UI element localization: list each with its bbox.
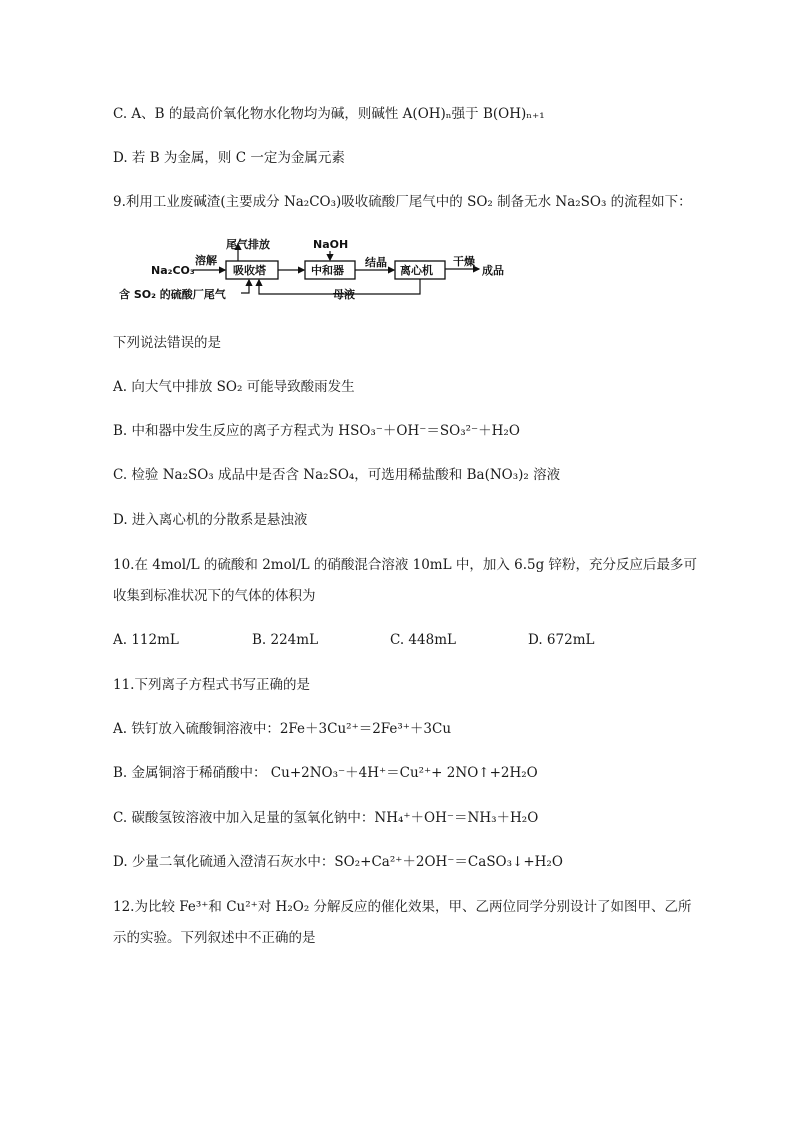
q11-stem: 11.下列离子方程式书写正确的是 (113, 677, 310, 693)
dry-label: 干燥 (453, 255, 475, 268)
centrifuge-label: 离心机 (400, 264, 433, 277)
mother-liquor-label: 母液 (333, 288, 355, 301)
q10-stem-line2: 收集到标准状况下的气体的体积为 (113, 588, 316, 604)
q10-option-a: A. 112mL (113, 632, 179, 648)
q8-option-d: D. 若 B 为金属，则 C 一定为金属元素 (113, 150, 345, 166)
flow-na2co3-label: Na₂CO₃ (151, 264, 195, 277)
q9-stem: 9.利用工业废碱渣(主要成分 Na₂CO₃)吸收硫酸厂尾气中的 SO₂ 制备无水 Na₂SO₃ 的流程如下： (113, 194, 692, 210)
q11-option-d: D. 少量二氧化硫通入澄清石灰水中：SO₂+Ca²⁺＋2OH⁻＝CaSO₃↓+H₂O (113, 854, 563, 870)
tail-gas-label: 尾气排放 (226, 238, 270, 251)
q9-option-a: A. 向大气中排放 SO₂ 可能导致酸雨发生 (113, 379, 355, 395)
q8-option-c: C. A、B 的最高价氧化物水化物均为碱，则碱性 A(OH)ₙ强于 B(OH)ₙ₊₁ (113, 106, 545, 122)
q9-option-c: C. 检验 Na₂SO₃ 成品中是否含 Na₂SO₄，可选用稀盐酸和 Ba(NO₃)₂ 溶液 (113, 467, 561, 483)
crystallize-label: 结晶 (365, 256, 387, 269)
q9-option-b: B. 中和器中发生反应的离子方程式为 HSO₃⁻＋OH⁻＝SO₃²⁻＋H₂O (113, 423, 520, 439)
q10-stem-line1: 10.在 4mol/L 的硫酸和 2mol/L 的硝酸混合溶液 10mL 中，加入 6.5g 锌粉，充分反应后最多可 (113, 557, 698, 573)
process-flow-diagram (113, 232, 533, 307)
q9-prompt: 下列说法错误的是 (113, 335, 221, 351)
so2-tail-gas-label: 含 SO₂ 的硫酸厂尾气 (119, 288, 226, 301)
q11-option-b: B. 金属铜溶于稀硝酸中： Cu+2NO₃⁻＋4H⁺＝Cu²⁺+ 2NO↑+2H₂O (113, 765, 538, 781)
q10-option-c: C. 448mL (390, 632, 456, 648)
q12-stem-line2: 示的实验。下列叙述中不正确的是 (113, 930, 316, 946)
flow-dissolve-label: 溶解 (195, 254, 217, 267)
q11-option-c: C. 碳酸氢铵溶液中加入足量的氢氧化钠中：NH₄⁺＋OH⁻＝NH₃＋H₂O (113, 810, 539, 826)
q11-option-a: A. 铁钉放入硫酸铜溶液中：2Fe＋3Cu²⁺＝2Fe³⁺＋3Cu (113, 721, 452, 737)
absorber-label: 吸收塔 (233, 264, 266, 277)
q12-stem-line1: 12.为比较 Fe³⁺和 Cu²⁺对 H₂O₂ 分解反应的催化效果，甲、乙两位同学分别设计了如图甲、乙所 (113, 899, 692, 915)
product-label: 成品 (482, 264, 504, 277)
neutralizer-label: 中和器 (311, 264, 344, 277)
q10-option-b: B. 224mL (252, 632, 319, 648)
q9-option-d: D. 进入离心机的分散系是悬浊液 (113, 512, 308, 528)
flow-arrow-so2 (241, 280, 249, 293)
naoh-label: NaOH (313, 238, 349, 251)
q10-option-d: D. 672mL (528, 632, 595, 648)
